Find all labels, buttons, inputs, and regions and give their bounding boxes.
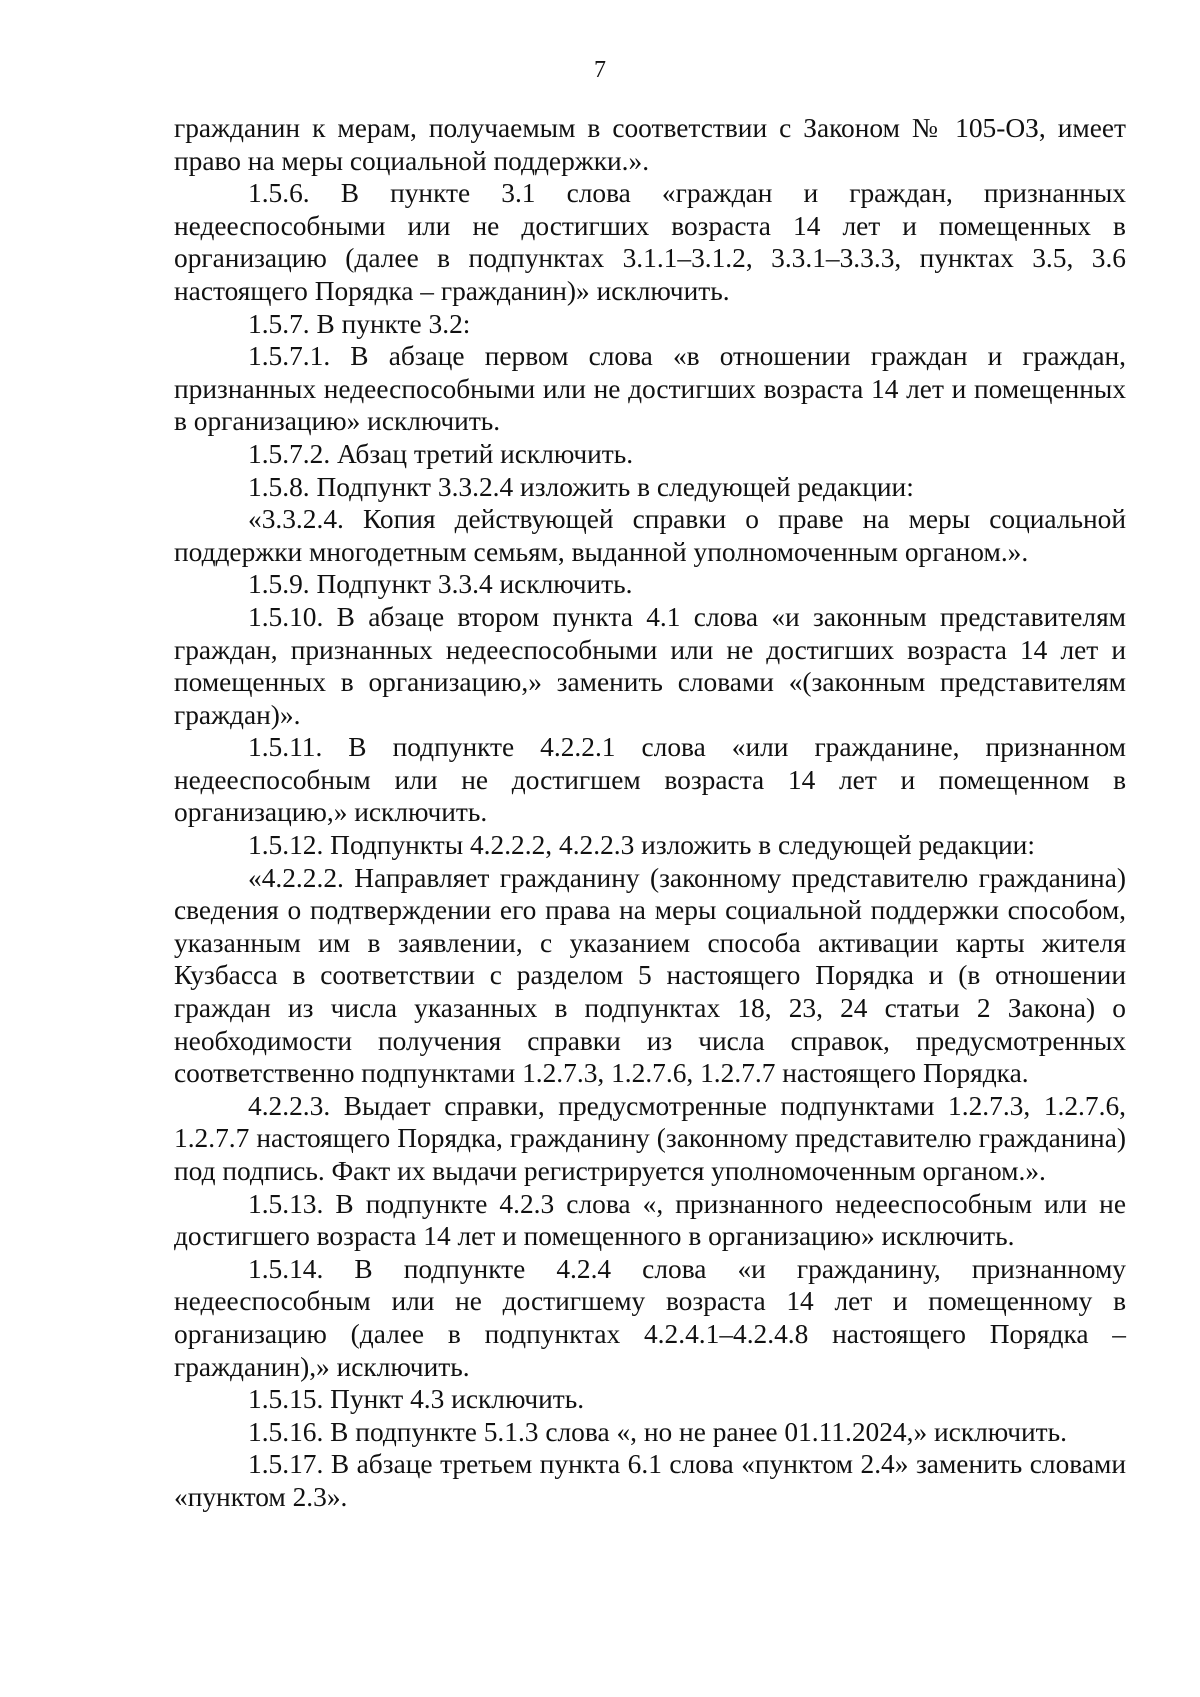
paragraph-1-5-15: 1.5.15. Пункт 4.3 исключить. bbox=[248, 1384, 585, 1415]
paragraph-1-5-8: 1.5.8. Подпункт 3.3.2.4 изложить в следующей редакции: bbox=[248, 471, 914, 502]
paragraph-1-5-9: 1.5.9. Подпункт 3.3.4 исключить. bbox=[248, 569, 633, 600]
paragraph-1-5-7: 1.5.7. В пункте 3.2: bbox=[248, 308, 471, 339]
paragraph-1-5-6: 1.5.6. В пункте 3.1 слова «граждан и граждан, признанных недееспособными или не достигших возраста 14 лет и помещенных в организацию (далее в подпунктах 3.1.1–3.1.2, 3.3.1–3.3.3, пунктах 3.5, 3.6 настоящего Порядка – гражданин)» исключить. bbox=[174, 178, 1126, 306]
document-body bbox=[174, 112, 1126, 1514]
paragraph-1-5-10: 1.5.10. В абзаце втором пункта 4.1 слова «и законным представителям граждан, признанных недееспособными или не достигших возраста 14 лет и помещенных в организацию,» заменить словами «(законным представителям граждан)». bbox=[174, 601, 1126, 730]
paragraph-continued: гражданин к мерам, получаемым в соответствии с Законом № 105-ОЗ, имеет право на меры социальной поддержки.». bbox=[174, 113, 1126, 176]
paragraph-1-5-7-2: 1.5.7.2. Абзац третий исключить. bbox=[248, 438, 634, 469]
paragraph-1-5-16: 1.5.16. В подпункте 5.1.3 слова «, но не ранее 01.11.2024,» исключить. bbox=[248, 1416, 1067, 1447]
paragraph-1-5-17: 1.5.17. В абзаце третьем пункта 6.1 слова «пунктом 2.4» заменить словами «пунктом 2.3». bbox=[174, 1449, 1126, 1512]
paragraph-1-5-7-1: 1.5.7.1. В абзаце первом слова «в отношении граждан и граждан, признанных недееспособными или не достигших возраста 14 лет и помещенных в организацию» исключить. bbox=[174, 341, 1126, 437]
paragraph-1-5-11: 1.5.11. В подпункте 4.2.2.1 слова «или гражданине, признанном недееспособным или не достигшем возраста 14 лет и помещенном в организацию,» исключить. bbox=[174, 732, 1126, 828]
paragraph-1-5-14: 1.5.14. В подпункте 4.2.4 слова «и гражданину, признанному недееспособным или не достигшему возраста 14 лет и помещенному в организацию (далее в подпунктах 4.2.4.1–4.2.4.8 настоящего Порядка – гражданин),» исключить. bbox=[174, 1253, 1126, 1382]
paragraph-4-2-2-2: «4.2.2.2. Направляет гражданину (законному представителю гражданина) сведения о подтверждении его права на меры социальной поддержки способом, указанным им в заявлении, с указанием способа активации карты жителя Кузбасса в соответствии с разделом 5 настоящего Порядка и (в отношении граждан из числа указанных в подпунктах 18, 23, 24 статьи 2 Закона) о необходимости получения справки из числа справок, предусмотренных соответственно подпунктами 1.2.7.3, 1.2.7.6, 1.2.7.7 настоящего Порядка. bbox=[174, 862, 1126, 1089]
paragraph-1-5-13: 1.5.13. В подпункте 4.2.3 слова «, признанного недееспособным или не достигшего возраста 14 лет и помещенного в организацию» исключить. bbox=[174, 1188, 1126, 1252]
paragraph-4-2-2-3: 4.2.2.3. Выдает справки, предусмотренные подпунктами 1.2.7.3, 1.2.7.6, 1.2.7.7 настоящего Порядка, гражданину (законному представителю гражданина) под подпись. Факт их выдачи регистрируется уполномоченным органом.». bbox=[174, 1090, 1126, 1186]
page-number: 7 bbox=[594, 57, 606, 83]
paragraph-3-3-2-4: «3.3.2.4. Копия действующей справки о праве на меры социальной поддержки многодетным семьям, выданной уполномоченным органом.». bbox=[174, 504, 1126, 567]
paragraph-1-5-12: 1.5.12. Подпункты 4.2.2.2, 4.2.2.3 изложить в следующей редакции: bbox=[248, 830, 1035, 861]
